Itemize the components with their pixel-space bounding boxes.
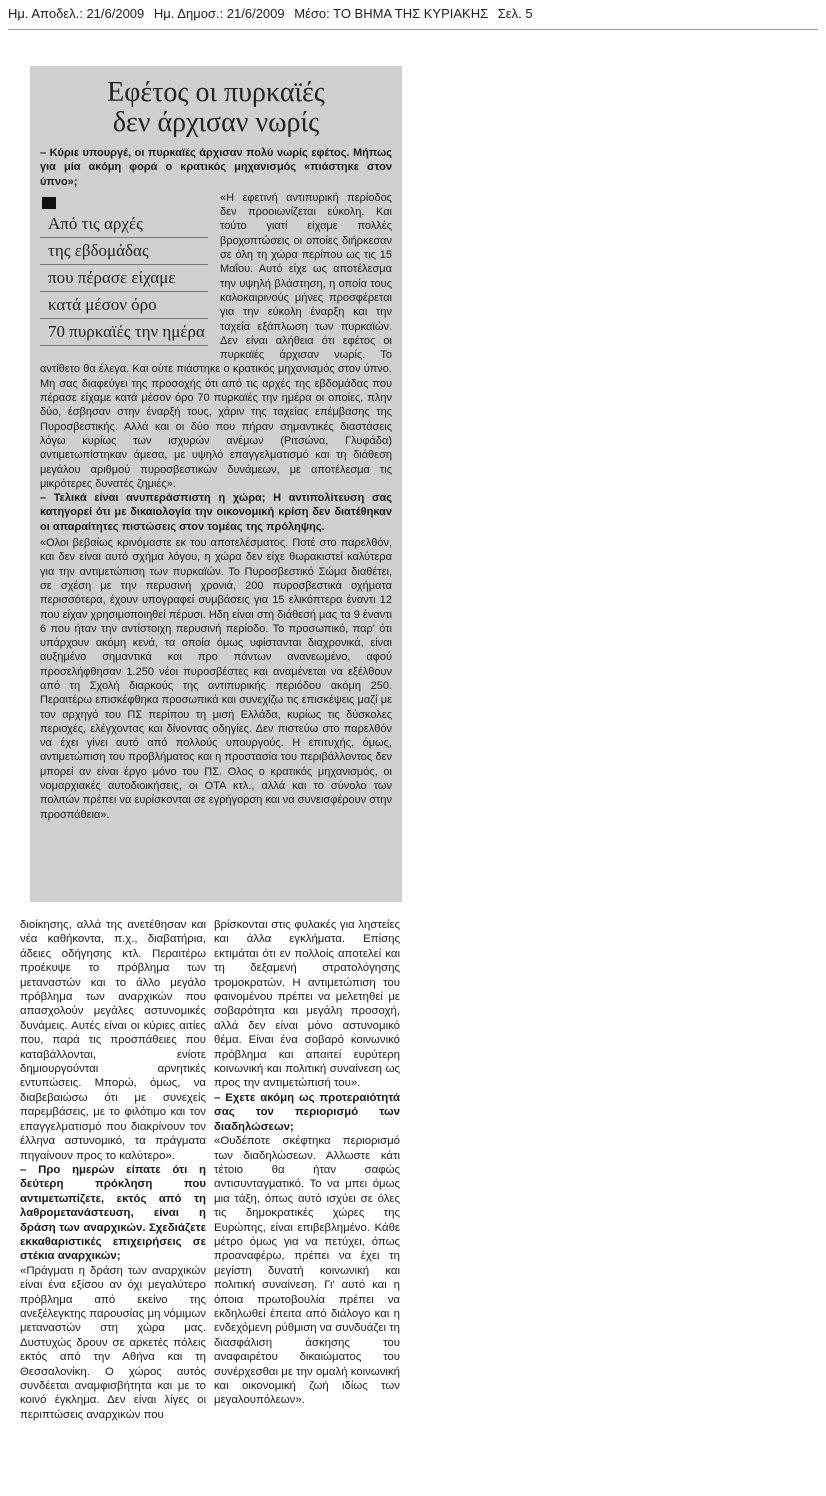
pull-quote-line: της εβδομάδας	[40, 238, 208, 265]
medium: Μέσο: ΤΟ ΒΗΜΑ ΤΗΣ ΚΥΡΙΑΚΗΣ	[294, 6, 489, 21]
lower-col1-text-b: «Πράγματι η δράση των αναρχικών είναι ένα εξίσου αν όχι μεγαλύτερο πρόβλημα από εκείνο της ανεξέλεγκτης παρουσίας μη νόμιμων μεταναστών στη χώρα μας. Δυστυχώς δρουν σε αρκετές πόλεις εκτός από την Αθήνα και τη Θεσσαλονίκη. Ο χώρος αυτός συνδέεται αναμφισβήτητα και με το κοινό έγκλημα. Δεν είναι λίγες οι περιπτώσεις αναρχικών που	[20, 1264, 206, 1421]
question-1: – Κύριε υπουργέ, οι πυρκαϊές άρχισαν πολύ νωρίς εφέτος. Μήπως για μία ακόμη φορά ο κρατικός μηχανισμός «πιάστηκε στον ύπνο»;	[40, 147, 392, 188]
lower-column-2	[214, 918, 400, 1408]
article-title	[40, 78, 392, 138]
title-line-1: Εφέτος οι πυρκαϊές	[107, 77, 325, 108]
answer-2: «Ολοι βεβαίως κρινόμαστε εκ του αποτελέσματος. Ποτέ στο παρελθόν, και δεν είναι αυτό σχήμα λόγου, η χώρα δεν είχε θωρακιστεί καλύτερα για την αντιμετώπιση των πυρκαϊών. Το Πυροσβεστικό Σώμα διαθέτει, σε σχέση με την περυσινή χρονιά, 200 πυροσβεστικά οχήματα περισσότερα, έχουν υπογραφεί συμβάσεις για 15 ελικόπτερα έναντι 12 που είχαν χρησιμοποιηθεί πέρυσι. Ηδη είναι στη διάθεσή μας τα 9 έναντι 6 που ήταν την αντίστοιχη περυσινή περίοδο. Το προσωπικό, παρ' ότι υπάρχουν ακόμη κενά, τα οποία όμως υφίστανται διαχρονικά, είναι αυξημένο σημαντικά και προ πάντων ανανεωμένο, αφού προσελήφθησαν 1.250 νέοι πυροσβέστες και αναμένεται να εξέλθουν από τη Σχολή διαρκούς της αντιπυρικής περιόδου ακόμη 250. Περαιτέρω επισκέφθηκα προσωπικά και συνεχίζω τις επισκέψεις μαζί με τον αρχηγό του ΠΣ περίπου τη μισή Ελλάδα, κυρίως τις δύσκολες περιοχές, ελέγχοντας και δίνοντας οδηγίες. Δεν πιστεύω στο παρελθόν να έχει γίνει αυτό από πολλούς υπουργούς. Η επιτυχής, όμως, αντιμετώπιση του προβλήματος και η προστασία του περιβάλλοντος δεν μπορεί αν είναι έργο μόνο του ΠΣ. Ολος ο κρατικός μηχανισμός, οι νομαρχιακές αυτοδιοικήσεις, οι ΟΤΑ κτλ., αλλά και το σύνολο των πολιτών πρέπει να ευρίσκονται σε εγρήγορση και να συνεισφέρουν στην προσπάθεια».	[40, 537, 392, 821]
lower-col1-question: – Προ ημερών είπατε ότι η δεύτερη πρόκληση που αντιμετωπίζετε, εκτός από τη λαθρομετανάστευση, είναι η δράση των αναρχικών. Σχεδιάζετε εκκαθαριστικές επιχειρήσεις σε στέκια αναρχικών;	[20, 1163, 206, 1263]
lower-col2-question: – Εχετε ακόμη ως προτεραιότητά σας τον περιορισμό των διαδηλώσεων;	[214, 1091, 400, 1133]
title-line-2: δεν άρχισαν νωρίς	[112, 107, 320, 138]
pull-quote-line: που πέρασε είχαμε	[40, 265, 208, 292]
lower-column-1	[20, 918, 206, 1422]
pull-quote	[40, 197, 208, 346]
pull-quote-line: 70 πυρκαϊές την ημέρα	[40, 319, 208, 346]
answer-1-block	[40, 191, 392, 534]
answer-1: «Η εφετινή αντιπυρική περίοδος δεν προοιωνίζεται εύκολη. Και τούτο γιατί είχαμε πολλές βροχοπτώσεις οι οποίες διήρκεσαν σε όλη τη χώρα περίπου ως τις 15 Μαΐου. Αυτό είχε ως αποτέλεσμα την υψηλή βλάστηση, η οποία τους καλοκαιρινούς μήνες προσφέρεται για την εύκολη έναρξη και την ταχεία εξάπλωση των πυρκαϊών. Δεν είναι αλήθεια ότι εφέτος οι πυρκαϊές άρχισαν νωρίς. Το αντίθετο θα έλεγα. Και ούτε πιάστηκε ο κρατικός μηχανισμός στον ύπνο. Μη σας διαφεύγει της προσοχής ότι από τις αρχές της εβδομάδας που πέρασε είχαμε κατά μέσον όρο 70 πυρκαϊές την ημέρα οι οποίες, πλην δύο, έσβησαν στην έναρξή τους, χάριν της ταχείας επέμβασης της Πυροσβεστικής. Αλλά και οι δύο που πήραν σημαντικές διαστάσεις λόγω κυρίως των ισχυρών ανέμων (Ριτσώνα, Γλυφάδα) αντιμετωπίστηκαν άμεσα, με υψηλό επαγγελματισμό και τη διάθεση μεγάλου αριθμού πυροσβεστικών δυνάμεων, με αποτέλεσμα τις μικρότερες δυνατές ζημιές».	[40, 191, 392, 490]
pull-quote-line: κατά μέσον όρο	[40, 292, 208, 319]
clipping-header	[8, 6, 818, 30]
lower-col1-text-a: διοίκησης, αλλά της ανετέθησαν και νέα καθήκοντα, π.χ., διαβατήρια, άδειες οδήγησης κτλ. Περαιτέρω προέκυψε το πρόβλημα των μεταναστών και το άλλο μεγάλο πρόβλημα των αναρχικών που απασχολούν μεγάλες αστυνομικές δυνάμεις. Αυτές είναι οι κύριες αιτίες που, παρά τις προσπάθειες που καταβάλλονται, ενίοτε δημιουργούνται αρνητικές εντυπώσεις. Μπορώ, όμως, να διαβεβαιώσω ότι με συνεχείς παρεμβάσεις, με το φιλότιμο και τον επαγγελματισμό που διακρίνουν τον έλληνα αστυνομικό, τα πράγματα πηγαίνουν προς το καλύτερο».	[20, 919, 206, 1162]
page-number: Σελ. 5	[497, 6, 533, 21]
article-body	[40, 146, 392, 822]
lower-col2-text-b: «Ουδέποτε σκέφτηκα περιορισμό των διαδηλώσεων. Αλλωστε κάτι τέτοιο θα ήταν σαφώς αντισυνταγματικό. Το να μπει όμως μια τάξη, όπως αυτό ισχύει σε όλες τις δημοκρατικές χώρες της Ευρώπης, είναι επιβεβλημένο. Κάθε μέτρο όμως για να πετύχει, όπως προαναφέρω, πρέπει να έχει τη μεγίστη δυνατή κοινωνική και πολιτική συναίνεση. Γι' αυτό και η όποια πρωτοβουλία πρέπει να εκδηλωθεί έπειτα από διάλογο και η ενδεχόμενη ρύθμιση να συνδυάζει τη διασφάλιση άσκησης του αναφαιρέτου δικαιώματος του συνέρχεσθαι με την ομαλή κοινωνική και οικονομική ζωή ιδίως των μεγαλουπόλεων».	[214, 1135, 400, 1407]
pull-quote-square-icon	[42, 197, 56, 209]
date-published: Ημ. Δημοσ.: 21/6/2009	[153, 6, 285, 21]
pull-quote-line: Από τις αρχές	[40, 211, 208, 238]
question-2: – Τελικά είναι ανυπεράσπιστη η χώρα; Η αντιπολίτευση σας κατηγορεί ότι με δικαιολογία την οικονομική κρίση δεν διατέθηκαν οι απαραίτητες πιστώσεις στον τομέας της πρόληψης.	[40, 492, 392, 533]
lower-col2-text-a: βρίσκονται στις φυλακές για ληστείες και άλλα εγκλήματα. Επίσης εκτιμάται ότι εν πολλοίς αποτελεί και τη δεξαμενή στρατολόγησης τρομοκρατών. Η αντιμετώπιση του φαινομένου πρέπει να μελετηθεί με σοβαρότητα και μεγάλη προσοχή, αλλά δεν είναι μόνο αστυνομικό θέμα. Είναι ένα σοβαρό κοινωνικό πρόβλημα και απαιτεί ευρύτερη κοινωνική και πολιτική συναίνεση ως προς την αντιμετώπισή του».	[214, 919, 400, 1090]
article-clipping	[30, 66, 402, 902]
date-submitted: Ημ. Αποδελ.: 21/6/2009	[8, 6, 145, 21]
